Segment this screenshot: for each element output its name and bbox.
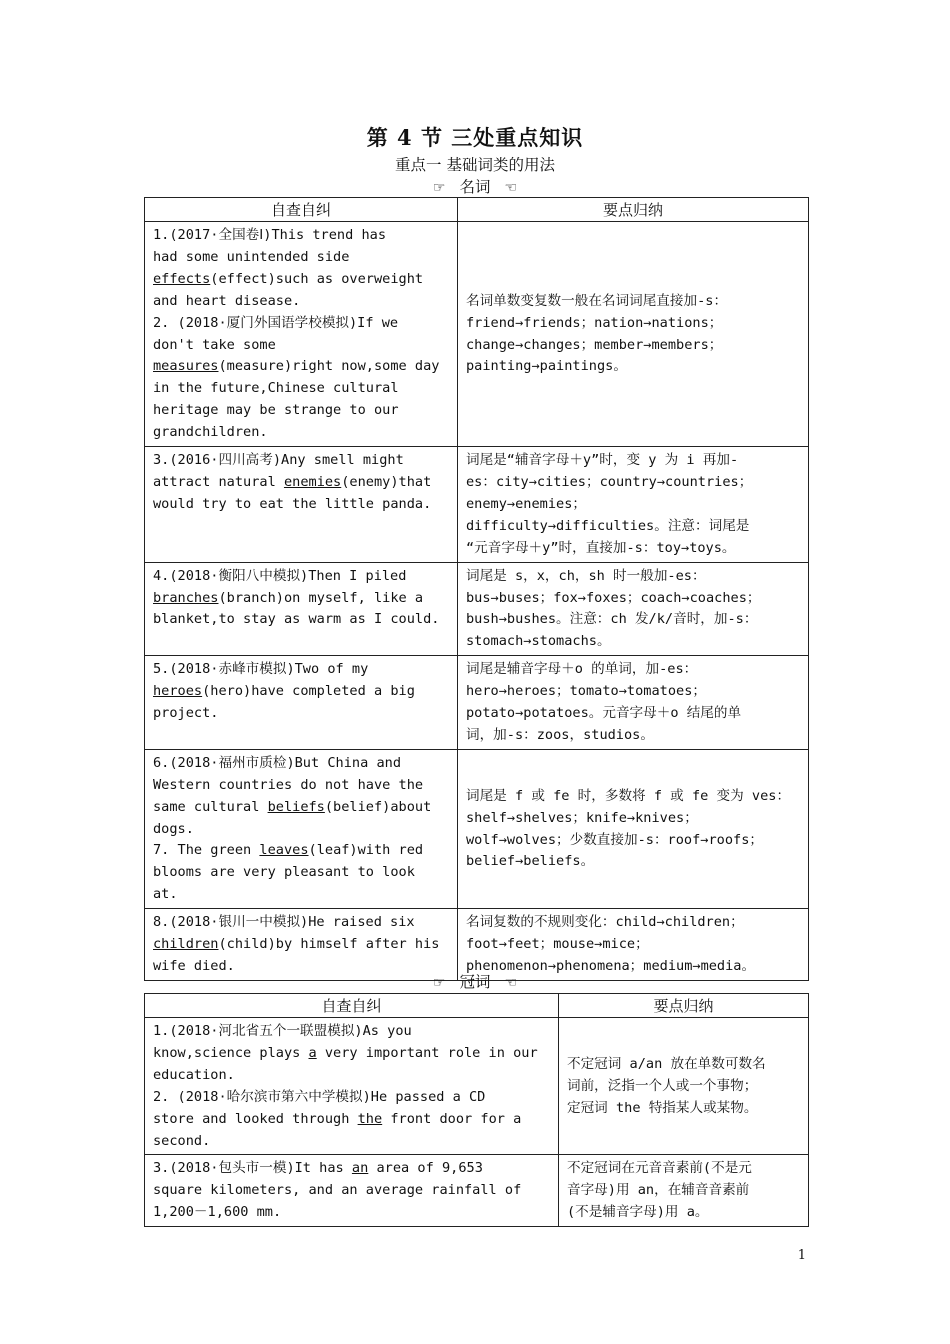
exercise-text: (enemy)that <box>341 473 432 490</box>
table-row <box>145 1018 809 1155</box>
exercise-text: 3.(2018·包头市一模)It has <box>153 1160 352 1177</box>
table-row <box>145 562 809 656</box>
exercise-text: 3.(2016·四川高考)Any smell might <box>153 452 404 469</box>
nouns-table <box>144 197 809 981</box>
exercise-text: at. <box>153 886 178 903</box>
answer-word: an <box>351 1160 369 1177</box>
pointing-left-hand-icon: ☜ <box>504 975 518 991</box>
exercise-text: 5.(2018·赤峰市模拟)Two of my <box>153 661 369 678</box>
table-header-row <box>145 198 809 222</box>
exercise-cell <box>145 749 458 908</box>
exercise-text: don't take some <box>153 336 276 353</box>
exercise-text: attract natural <box>153 473 284 490</box>
exercise-line <box>153 840 448 862</box>
header-self-check: 自查自纠 <box>145 198 458 222</box>
key-point-line: 词尾是“辅音字母＋y”时，变 y 为 i 再加- <box>466 452 739 469</box>
exercise-text: (leaf)with red <box>308 842 424 859</box>
section-label-text: 名词 <box>459 178 491 196</box>
exercise-line <box>153 797 448 819</box>
key-point-line: 词，加-s：zoos，studios。 <box>466 726 654 743</box>
key-point-line: bus→buses；fox→foxes；coach→coaches； <box>466 589 761 606</box>
pointing-left-hand-icon: ☜ <box>504 180 518 196</box>
exercise-text: 8.(2018·银川一中模拟)He raised six <box>153 914 415 931</box>
exercise-text: (child)by himself after his <box>218 936 440 953</box>
exercise-line <box>153 269 448 291</box>
exercise-text: project. <box>153 705 219 722</box>
exercise-text: second. <box>153 1132 211 1149</box>
exercise-line <box>153 609 448 631</box>
exercise-text: grandchildren. <box>153 424 268 441</box>
key-point-line: difficulty→difficulties。注意：词尾是 <box>466 517 750 534</box>
key-point-line: bush→bushes。注意：ch 发/k/音时，加-s： <box>466 611 758 628</box>
table-row <box>145 222 809 447</box>
exercise-line <box>153 884 448 906</box>
key-point-line: 定冠词 the 特指某人或某物。 <box>567 1099 758 1116</box>
exercise-line <box>153 472 448 494</box>
exercise-cell <box>145 447 458 563</box>
exercise-text: (hero)have completed a big <box>202 683 415 700</box>
exercise-line <box>153 1131 549 1153</box>
exercise-text: 4.(2018·衡阳八中模拟)Then I piled <box>153 567 407 584</box>
exercise-text: (branch)on myself, like a <box>218 589 424 606</box>
key-point-line: hero→heroes；tomato→tomatoes； <box>466 683 706 700</box>
exercise-line <box>153 356 448 378</box>
header-self-check: 自查自纠 <box>145 994 559 1018</box>
exercise-line <box>153 494 448 516</box>
answer-word: measures <box>153 358 219 375</box>
pointing-right-hand-icon: ☞ <box>432 180 446 196</box>
key-point-line: painting→paintings。 <box>466 358 627 375</box>
table-row <box>145 749 809 908</box>
exercise-text: and heart disease. <box>153 292 301 309</box>
exercise-line <box>153 378 448 400</box>
exercise-text: 6.(2018·福州市质检)But China and <box>153 754 402 771</box>
key-point-line: change→changes；member→members； <box>466 336 723 353</box>
exercise-line <box>153 1202 549 1224</box>
exercise-text: heritage may be strange to our <box>153 402 399 419</box>
exercise-text: know,science plays <box>153 1044 309 1061</box>
header-key-points: 要点归纳 <box>458 198 809 222</box>
exercise-text: Western countries do not have the <box>153 776 424 793</box>
exercise-text: 1,200－1,600 mm. <box>153 1204 282 1221</box>
exercise-text: blooms are very pleasant to look <box>153 864 415 881</box>
exercise-text: wife died. <box>153 958 235 974</box>
section-label-articles <box>0 970 950 992</box>
exercise-cell <box>145 1018 559 1155</box>
answer-word: children <box>153 936 219 953</box>
exercise-line <box>153 1043 549 1065</box>
key-point-line: 词前，泛指一个人或一个事物； <box>567 1077 758 1094</box>
exercise-line <box>153 681 448 703</box>
exercise-line <box>153 335 448 357</box>
key-point-line: belief→beliefs。 <box>466 853 595 870</box>
exercise-line <box>153 450 448 472</box>
exercise-text: would try to eat the little panda. <box>153 495 432 512</box>
key-point-line: 不定冠词在元音音素前(不是元 <box>567 1160 752 1177</box>
exercise-cell <box>145 562 458 656</box>
key-point-line: es：city→cities；country→countries； <box>466 473 753 490</box>
exercise-cell <box>145 656 458 750</box>
key-point-line: enemy→enemies； <box>466 495 586 512</box>
key-point-cell <box>458 562 809 656</box>
key-point-line: (不是辅音字母)用 a。 <box>567 1204 709 1221</box>
key-point-line: foot→feet；mouse→mice； <box>466 936 649 953</box>
key-point-line: 词尾是 f 或 fe 时，多数将 f 或 fe 变为 ves： <box>466 787 791 804</box>
exercise-line <box>153 291 448 313</box>
exercise-text: area of 9,653 <box>368 1160 483 1177</box>
exercise-line <box>153 1180 549 1202</box>
pointing-right-hand-icon: ☞ <box>432 975 446 991</box>
exercise-line <box>153 1021 549 1043</box>
exercise-line <box>153 912 448 934</box>
exercise-text: (belief)about <box>324 798 432 815</box>
exercise-text: square kilometers, and an average rainfall of <box>153 1182 522 1199</box>
exercise-line <box>153 588 448 610</box>
exercise-text: education. <box>153 1066 235 1083</box>
key-point-line: 词尾是 s，x，ch，sh 时一般加-es： <box>466 567 706 584</box>
table-header-row <box>145 994 809 1018</box>
exercise-text: very important role in our <box>316 1044 538 1061</box>
key-point-cell <box>458 656 809 750</box>
exercise-text: 7. The green <box>153 842 260 859</box>
key-point-line: 不定冠词 a/an 放在单数可数名 <box>567 1055 766 1072</box>
exercise-line <box>153 313 448 335</box>
exercise-line <box>153 753 448 775</box>
key-point-line: 音字母)用 an，在辅音音素前 <box>567 1182 750 1199</box>
key-point-line: 名词复数的不规则变化：child→children； <box>466 914 744 931</box>
key-point-cell <box>458 222 809 447</box>
table-row <box>145 1155 809 1227</box>
key-point-line: stomach→stomachs。 <box>466 633 611 650</box>
section-label-text: 冠词 <box>459 973 491 991</box>
page-number: 1 <box>797 1248 806 1263</box>
exercise-text: dogs. <box>153 820 194 837</box>
exercise-line <box>153 1158 549 1180</box>
exercise-text: (effect)such as overweight <box>210 270 424 287</box>
exercise-line <box>153 1109 549 1131</box>
answer-word: a <box>308 1044 317 1061</box>
header-key-points: 要点归纳 <box>559 994 809 1018</box>
exercise-line <box>153 400 448 422</box>
answer-word: heroes <box>153 683 203 700</box>
key-point-cell <box>458 749 809 908</box>
exercise-text: front door for a <box>382 1110 522 1127</box>
answer-word: enemies <box>283 473 342 490</box>
table-row <box>145 656 809 750</box>
exercise-line <box>153 819 448 841</box>
key-point-line: “元音字母＋y”时，直接加-s：toy→toys。 <box>466 539 736 556</box>
answer-word: effects <box>153 270 211 287</box>
table-row <box>145 447 809 563</box>
exercise-text: 1.(2018·河北省五个一联盟模拟)As you <box>153 1023 412 1039</box>
exercise-line <box>153 422 448 444</box>
key-point-line: phenomenon→phenomena；medium→media。 <box>466 958 756 974</box>
exercise-line <box>153 1087 549 1109</box>
exercise-line <box>153 566 448 588</box>
exercise-text: same cultural <box>153 798 268 815</box>
section-label-nouns <box>0 175 950 197</box>
key-point-cell <box>559 1155 809 1227</box>
answer-word: the <box>357 1110 383 1127</box>
exercise-text: (measure)right now,some day <box>218 358 440 375</box>
page-title: 第 4 节 三处重点知识 <box>366 125 584 150</box>
exercise-line <box>153 659 448 681</box>
key-point-line: 词尾是辅音字母＋o 的单词，加-es： <box>466 661 698 678</box>
page-subtitle: 重点一 基础词类的用法 <box>395 156 555 174</box>
key-point-line: 名词单数变复数一般在名词词尾直接加-s： <box>466 292 728 309</box>
articles-table <box>144 993 809 1227</box>
key-point-line: potato→potatoes。元音字母＋o 结尾的单 <box>466 705 742 722</box>
exercise-text: in the future,Chinese cultural <box>153 380 399 397</box>
answer-word: branches <box>153 589 219 606</box>
answer-word: beliefs <box>267 798 325 815</box>
exercise-text: 2. (2018·厦门外国语学校模拟)If we <box>153 314 399 331</box>
exercise-line <box>153 934 448 956</box>
exercise-line <box>153 247 448 269</box>
exercise-line <box>153 775 448 797</box>
key-point-cell <box>559 1018 809 1155</box>
exercise-line <box>153 225 448 247</box>
key-point-line: shelf→shelves；knife→knives； <box>466 809 698 826</box>
exercise-line <box>153 1065 549 1087</box>
answer-word: leaves <box>259 842 309 859</box>
key-point-line: wolf→wolves；少数直接加-s：roof→roofs； <box>466 831 763 848</box>
exercise-line <box>153 862 448 884</box>
exercise-text: 1.(2017·全国卷Ⅰ)This trend has <box>153 227 387 243</box>
exercise-text: blanket,to stay as warm as I could. <box>153 611 440 628</box>
exercise-cell <box>145 1155 559 1227</box>
exercise-text: store and looked through <box>153 1110 358 1127</box>
exercise-cell <box>145 222 458 447</box>
exercise-line <box>153 703 448 725</box>
key-point-cell <box>458 447 809 563</box>
key-point-line: friend→friends；nation→nations； <box>466 314 723 331</box>
exercise-text: had some unintended side <box>153 248 350 265</box>
exercise-text: 2. (2018·哈尔滨市第六中学模拟)He passed a CD <box>153 1088 486 1105</box>
